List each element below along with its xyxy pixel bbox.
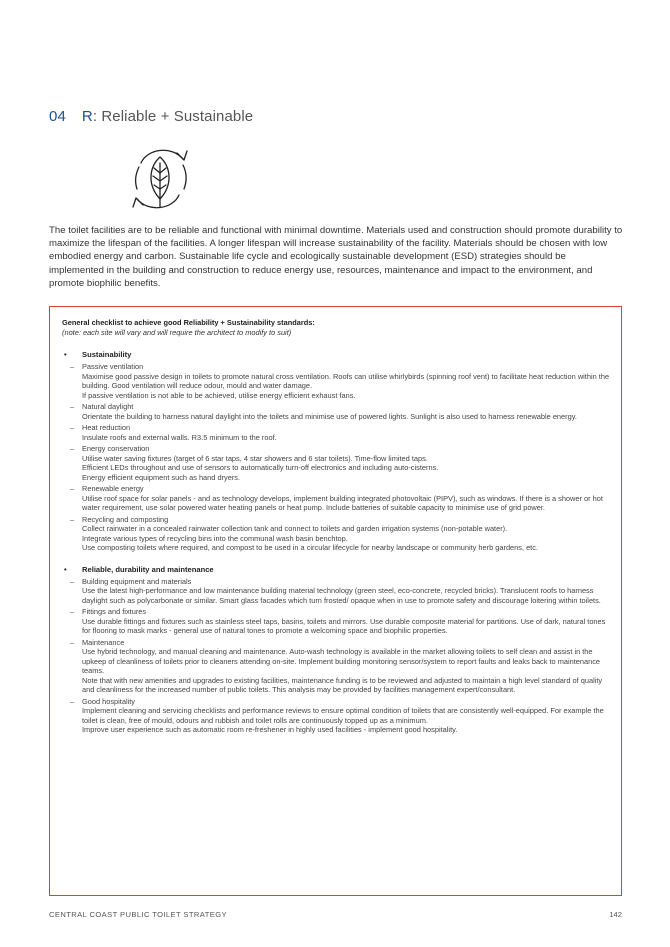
item-title: Passive ventilation xyxy=(82,362,144,371)
item-body: Maximise good passive design in toilets to promote natural cross ventilation. Roofs can utilise whirlybirds (spinning roof vent) to facilitate heat reduction within the building. Good ventilation will reduce odour, mould and water damage. If passive ventilation is not able to be achieved, utilise energy efficient exhaust fans. xyxy=(82,371,610,400)
item-title: Recycling and composting xyxy=(82,514,169,524)
dash: – xyxy=(70,362,75,371)
item-body: Use durable fittings and fixtures such as stainless steel taps, basins, toilets and mirrors. Use durable composite material for partitions. Use of dark, natural tones for flooring to mask marks - general use of natural tones to promote a welcoming space and biophilic properties. xyxy=(82,616,606,635)
item-title: Fittings and fixtures xyxy=(82,607,147,616)
item-body: Implement cleaning and servicing checklists and performance reviews to ensure optimal condition of toilets that are consistently well-equipped. For example the toilet is clean, free of mould, odours and rubbish and toilet rolls are continuously topped up as a minimum. Improve user experience such as automatic room re-freshener in highly used facilities - implement good hospitality. xyxy=(82,706,604,734)
intro-paragraph: The toilet facilities are to be reliable and functional with minimal downtime. Materials used and construction should promote durability to maximize the lifespan of the facilities. A longer lifespan will increase sustainability of the facility. Materials should be chosen with low embodied energy and carbon. Sustainable life cycle and ecologically sustainable development (ESD) strategies should be implemented in the building and construction to reduce energy use, resources, maintenance and impact to the environment, and promote biophilic benefits. xyxy=(49,225,623,289)
dash: – xyxy=(70,514,75,524)
list-item xyxy=(62,697,610,735)
page-number: 142 xyxy=(609,910,622,919)
item-title: Renewable energy xyxy=(82,484,144,493)
list-item xyxy=(62,638,610,695)
item-body: Collect rainwater in a concealed rainwater collection tank and connect to toilets and garden irrigation systems (non-potable water). Integrate various types of recycling bins into the communal wash basin benchtop. Use composting toilets where required, and compost to be used in a circular lifecycle for nearby landscape or community herb gardens, etc. xyxy=(82,524,538,552)
group-title: Reliable, durability and maintenance xyxy=(82,564,214,574)
list-item xyxy=(62,362,610,400)
checklist-title: General checklist to achieve good Reliability + Sustainability standards: xyxy=(62,318,315,327)
list-item xyxy=(62,607,610,636)
footer-document-title: CENTRAL COAST PUBLIC TOILET STRATEGY xyxy=(49,910,227,919)
item-title: Energy conservation xyxy=(82,444,150,453)
dash: – xyxy=(70,576,75,586)
list-item xyxy=(62,444,610,482)
dash: – xyxy=(70,696,75,706)
dash: – xyxy=(70,423,75,432)
item-body: Utilise roof space for solar panels - and as technology develops, implement building integrated photovoltaic (PIPV), such as windows. If there is a shower or hot water requirement, use solar powered water heating panels or heat pump. Include batteries of suitable capacity to minimise use of grid power. xyxy=(82,493,603,512)
section-letter: R xyxy=(81,108,93,125)
checklist-group xyxy=(62,565,610,735)
item-title: Natural daylight xyxy=(82,402,134,411)
item-body: Utilise water saving fixtures (target of 6 star taps, 4 star showers and 6 star toilets). Time-flow limited taps. Efficient LEDs throughout and use of sensors to automatically turn-off electronics and including auto-cisterns. Energy efficient equipment such as hand dryers. xyxy=(82,453,439,482)
group-title: Sustainability xyxy=(82,350,132,359)
section-heading xyxy=(49,108,253,125)
bullet: • xyxy=(64,350,67,359)
checklist-box xyxy=(49,306,622,896)
dash: – xyxy=(70,484,75,493)
list-item xyxy=(62,423,610,442)
item-body: Insulate roofs and external walls. R3.5 minimum to the roof. xyxy=(82,432,277,442)
section-title: : Reliable + Sustainable xyxy=(92,108,254,125)
item-body: Use hybrid technology, and manual cleaning and maintenance. Auto-wash technology is available in the market allowing toilets to self clean and assist in the upkeep of cleanliness of toilets prior to cleaners attending on-site. Implement building monitoring sensor/system to report faults and leaks back to maintenance teams. Note that with new amenities and upgrades to existing facilities, maintenance funding is to be reviewed and adjusted to maintain a high level standard of quality and cleanliness for the increased number of public toilets. This analysis may be provided by facilities management expert/consultant. xyxy=(82,647,603,694)
section-number: 04 xyxy=(49,108,66,125)
checklist-note: (note: each site will vary and will require the architect to modify to suit) xyxy=(62,328,292,337)
dash: – xyxy=(70,402,75,411)
item-title: Building equipment and materials xyxy=(82,576,192,586)
bullet: • xyxy=(64,564,67,574)
dash: – xyxy=(70,607,75,616)
list-item xyxy=(62,577,610,606)
list-item xyxy=(62,402,610,421)
item-title: Heat reduction xyxy=(82,423,131,432)
item-title: Maintenance xyxy=(82,637,125,647)
list-item xyxy=(62,515,610,553)
item-body: Use the latest high-performance and low maintenance building material technology (green steel, eco-concrete, recycled bricks). Translucent roofs to harness daylight such as polycarbonate or similar. Smart glass facades which turn frosted/ opaque when in use to promote safety and discourage loitering within toilets. xyxy=(82,586,601,605)
list-item xyxy=(62,484,610,513)
dash: – xyxy=(70,444,75,453)
item-title: Good hospitality xyxy=(82,696,135,706)
item-body: Orientate the building to harness natural daylight into the toilets and minimise use of powered lights. Sunlight is also used to harness renewable energy. xyxy=(82,411,577,421)
leaf-recycle-icon xyxy=(127,141,193,217)
checklist-group xyxy=(62,350,610,553)
dash: – xyxy=(70,637,75,647)
